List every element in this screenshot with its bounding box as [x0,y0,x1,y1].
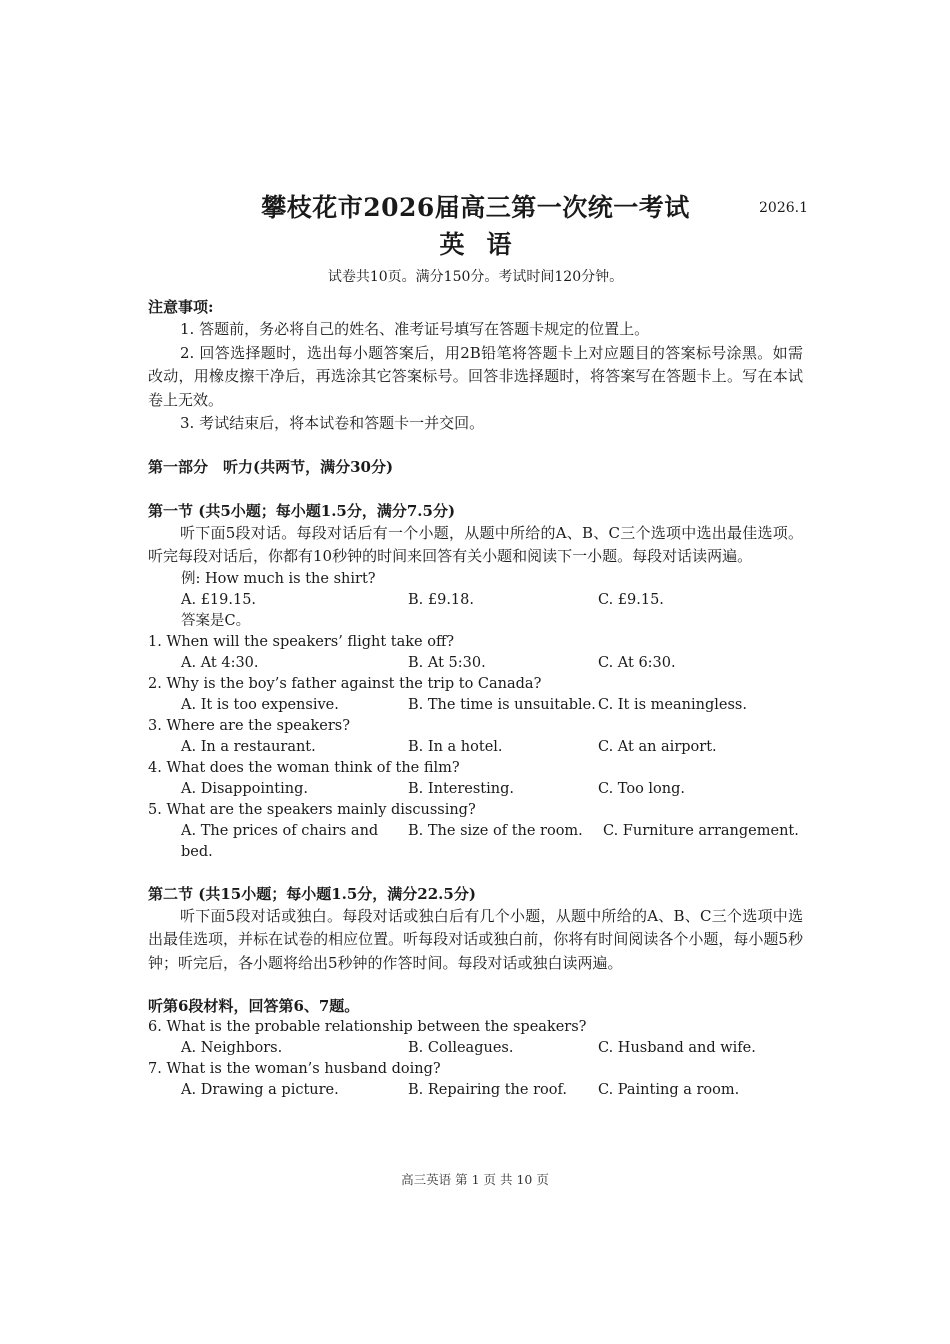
question-1-options [148,653,803,674]
section2-instruction: 听下面5段对话或独白。每段对话或独白后有几个小题，从题中所给的A、B、C三个选项中选出最佳选项，并标在试卷的相应位置。听每段对话或独白前，你将有时间阅读各个小题，每小题5秒钟；听完后，各小题将给出5秒钟的作答时间。每段对话或独白读两遍。 [148,906,803,972]
section1-heading: 第一节 (共5小题；每小题1.5分，满分7.5分) [148,501,456,520]
option-c: C. Painting a room. [598,1082,740,1098]
notice-heading: 注意事项: [148,298,214,316]
option-b: B. Interesting. [408,780,514,797]
example-question: 例: How much is the shirt? [181,570,376,587]
option-b: B. Colleagues. [408,1040,514,1056]
option-b: B. The size of the room. [408,822,583,839]
section1-instruction: 听下面5段对话。每段对话后有一个小题，从题中所给的A、B、C三个选项中选出最佳选项。听完每段对话后，你都有10秒钟的时间来回答有关小题和阅读下一小题。每段对话读两遍。 [148,523,803,565]
option-b: B. Repairing the roof. [408,1082,567,1098]
option-b: B. £9.18. [408,591,474,608]
option-a: A. The prices of chairs and bed. [181,822,379,860]
section2-heading: 第二节 (共15小题；每小题1.5分，满分22.5分) [148,884,476,903]
question-2: 2. Why is the boy’s father against the trip to Canada? [148,675,542,692]
option-c: C. Furniture arrangement. [603,822,799,839]
option-c: C. At an airport. [598,738,717,755]
exam-title: 攀枝花市2026届高三第一次统一考试 [261,193,690,222]
material-6-heading: 听第6段材料，回答第6、7题。 [148,997,360,1015]
option-c: C. Husband and wife. [598,1040,756,1056]
question-1: 1. When will the speakers’ flight take off? [148,633,455,650]
question-3-options [148,737,803,758]
question-4-options [148,779,803,800]
option-b: B. In a hotel. [408,738,503,755]
question-2-options [148,695,803,716]
option-a: A. Neighbors. [181,1040,283,1056]
example-answer: 答案是C。 [181,612,251,629]
option-c: C. At 6:30. [598,654,676,671]
question-4: 4. What does the woman think of the film? [148,759,460,776]
part1-heading: 第一部分 听力(共两节，满分30分) [148,457,394,476]
option-a: A. At 4:30. [181,654,259,671]
notice-item: 1. 答题前，务必将自己的姓名、准考证号填写在答题卡规定的位置上。 [180,320,650,338]
option-a: A. £19.15. [181,591,257,608]
notice-item: 2. 回答选择题时，选出每小题答案后，用2B铅笔将答题卡上对应题目的答案标号涂黑。如需改动，用橡皮擦干净后，再选涂其它答案标号。回答非选择题时，将答案写在答题卡上。写在本试卷上无效。 [148,343,803,409]
question-7: 7. What is the woman’s husband doing? [148,1061,441,1077]
option-a: A. It is too expensive. [181,696,339,713]
question-7-options [148,1080,803,1101]
question-6-options [148,1038,803,1059]
option-c: C. £9.15. [598,591,664,608]
option-a: A. Drawing a picture. [181,1082,339,1098]
option-c: C. Too long. [598,780,686,797]
page-footer: 高三英语 第 1 页 共 10 页 [401,1172,549,1187]
question-6: 6. What is the probable relationship between the speakers? [148,1019,587,1035]
title-row [148,190,808,226]
option-b: B. The time is unsuitable. [408,696,596,713]
exam-date: 2026.1 [759,200,808,216]
option-c: C. It is meaningless. [598,696,747,713]
option-a: A. Disappointing. [181,780,309,797]
notice-item: 3. 考试结束后，将本试卷和答题卡一并交回。 [180,414,485,432]
option-a: A. In a restaurant. [181,738,316,755]
example-options [148,590,803,611]
question-3: 3. Where are the speakers? [148,717,350,734]
exam-info: 试卷共10页。满分150分。考试时间120分钟。 [327,269,624,285]
option-b: B. At 5:30. [408,654,486,671]
subject-title: 英语 [439,230,534,259]
question-5: 5. What are the speakers mainly discussing? [148,801,476,818]
page-content [148,190,808,1101]
question-5-options [148,821,803,863]
